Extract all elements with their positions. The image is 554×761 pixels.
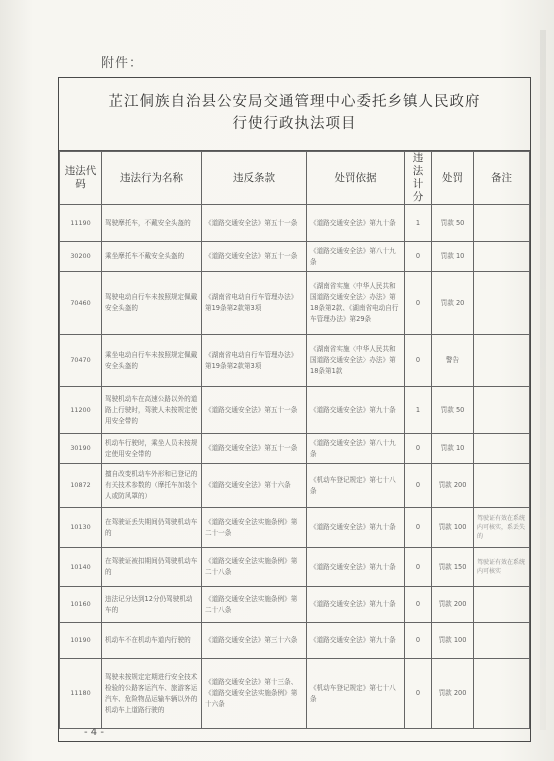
cell-code: 10140 — [60, 548, 102, 587]
header-code: 违法代码 — [60, 152, 102, 205]
cell-penalty: 罚款 10 — [432, 434, 474, 464]
cell-basis: 《道路交通安全法》第九十条 — [307, 548, 405, 587]
cell-note — [474, 272, 530, 335]
cell-note — [474, 464, 530, 508]
cell-clause: 《道路交通安全法》第三十六条 — [202, 623, 307, 659]
cell-name: 驾驶电动自行车未按照规定佩戴安全头盔的 — [102, 272, 202, 335]
header-note: 备注 — [474, 152, 530, 205]
table-row — [60, 587, 530, 623]
cell-points: 0 — [405, 623, 432, 659]
table-row — [60, 242, 530, 272]
cell-note: 驾驶证有效在系统内可核实，系丢失的 — [474, 508, 530, 548]
title-line-1: 芷江侗族自治县公安局交通管理中心委托乡镇人民政府 — [108, 94, 481, 110]
cell-penalty: 罚款 20 — [432, 272, 474, 335]
cell-name: 在驾驶证丢失期间仍驾驶机动车的 — [102, 508, 202, 548]
enforcement-items-table-frame — [58, 77, 531, 742]
cell-note — [474, 659, 530, 729]
cell-penalty: 罚款 50 — [432, 205, 474, 242]
cell-note — [474, 587, 530, 623]
table-row — [60, 623, 530, 659]
table-row — [60, 434, 530, 464]
cell-name: 机动车不在机动车道内行驶的 — [102, 623, 202, 659]
cell-points: 0 — [405, 335, 432, 387]
cell-basis: 《道路交通安全法》第九十条 — [307, 387, 405, 434]
cell-penalty: 罚款 200 — [432, 587, 474, 623]
table-title — [59, 78, 530, 151]
cell-points: 0 — [405, 659, 432, 729]
cell-name: 擅自改变机动车外形和已登记的有关技术参数的（摩托车加装个人或防风罩的） — [102, 464, 202, 508]
cell-clause: 《湖南省电动自行车管理办法》第19条第2款第3项 — [202, 335, 307, 387]
table-row — [60, 205, 530, 242]
cell-basis: 《机动车登记规定》第七十八条 — [307, 659, 405, 729]
cell-basis: 《湖南省实施〈中华人民共和国道路交通安全法〉办法》第18条第1款 — [307, 335, 405, 387]
cell-note — [474, 335, 530, 387]
cell-clause: 《道路交通安全法》第五十一条 — [202, 434, 307, 464]
cell-basis: 《道路交通安全法》第九十条 — [307, 623, 405, 659]
cell-clause: 《道路交通安全法》第十六条 — [202, 464, 307, 508]
attachment-label: 附件： — [101, 56, 144, 71]
cell-name: 驾驶摩托车，不戴安全头盔的 — [102, 205, 202, 242]
header-name: 违法行为名称 — [102, 152, 202, 205]
cell-clause: 《道路交通安全法实施条例》第二十八条 — [202, 548, 307, 587]
cell-points: 1 — [405, 387, 432, 434]
cell-points: 0 — [405, 508, 432, 548]
cell-basis: 《道路交通安全法》第九十条 — [307, 587, 405, 623]
cell-name: 驾驶未按规定定期进行安全技术检验的公路客运汽车、旅游客运汽车、危险物品运输车辆以外的机动车上道路行驶的 — [102, 659, 202, 729]
cell-note — [474, 623, 530, 659]
cell-code: 10160 — [60, 587, 102, 623]
cell-note — [474, 434, 530, 464]
table-row — [60, 335, 530, 387]
table-row — [60, 272, 530, 335]
cell-clause: 《道路交通安全法实施条例》第二十一条 — [202, 508, 307, 548]
cell-basis: 《道路交通安全法》第八十九条 — [307, 434, 405, 464]
table-row — [60, 548, 530, 587]
cell-note — [474, 205, 530, 242]
cell-basis: 《机动车登记规定》第七十八条 — [307, 464, 405, 508]
table-row — [60, 464, 530, 508]
cell-clause: 《道路交通安全法》第五十一条 — [202, 387, 307, 434]
cell-points: 0 — [405, 587, 432, 623]
cell-code: 70470 — [60, 335, 102, 387]
cell-penalty: 罚款 100 — [432, 623, 474, 659]
cell-penalty: 罚款 150 — [432, 548, 474, 587]
cell-basis: 《道路交通安全法》第九十条 — [307, 205, 405, 242]
cell-points: 0 — [405, 434, 432, 464]
scan-shadow — [540, 30, 546, 730]
header-row — [60, 152, 530, 205]
cell-name: 乘坐摩托车不戴安全头盔的 — [102, 242, 202, 272]
cell-penalty: 罚款 200 — [432, 464, 474, 508]
cell-clause: 《湖南省电动自行车管理办法》第19条第2款第3项 — [202, 272, 307, 335]
cell-note — [474, 387, 530, 434]
cell-code: 10190 — [60, 623, 102, 659]
cell-code: 30190 — [60, 434, 102, 464]
cell-code: 11180 — [60, 659, 102, 729]
cell-clause: 《道路交通安全法》第五十一条 — [202, 205, 307, 242]
cell-name: 在驾驶证被扣期间仍驾驶机动车的 — [102, 548, 202, 587]
cell-points: 1 — [405, 205, 432, 242]
cell-name: 机动车行驶时，乘坐人员未按规定使用安全带的 — [102, 434, 202, 464]
cell-penalty: 警告 — [432, 335, 474, 387]
cell-note: 驾驶证有效在系统内可核实 — [474, 548, 530, 587]
cell-penalty: 罚款 200 — [432, 659, 474, 729]
cell-penalty: 罚款 50 — [432, 387, 474, 434]
cell-basis: 《道路交通安全法》第九十条 — [307, 508, 405, 548]
cell-basis: 《湖南省实施〈中华人民共和国道路交通安全法〉办法》第18条第2款、《湖南省电动自行车管理办法》第29条 — [307, 272, 405, 335]
cell-points: 0 — [405, 242, 432, 272]
cell-code: 70460 — [60, 272, 102, 335]
header-penalty: 处罚 — [432, 152, 474, 205]
enforcement-items-table — [59, 151, 530, 729]
page-number: - 4 - — [84, 727, 104, 738]
cell-code: 11200 — [60, 387, 102, 434]
cell-points: 0 — [405, 548, 432, 587]
table-row — [60, 508, 530, 548]
cell-code: 11190 — [60, 205, 102, 242]
header-basis: 处罚依据 — [307, 152, 405, 205]
cell-penalty: 罚款 10 — [432, 242, 474, 272]
table-row — [60, 387, 530, 434]
title-line-2: 行使行政执法项目 — [232, 116, 357, 132]
cell-code: 10130 — [60, 508, 102, 548]
cell-note — [474, 242, 530, 272]
header-clause: 违反条款 — [202, 152, 307, 205]
cell-points: 0 — [405, 464, 432, 508]
cell-name: 乘坐电动自行车未按照规定佩戴安全头盔的 — [102, 335, 202, 387]
cell-clause: 《道路交通安全法》第十三条、《道路交通安全法实施条例》第十六条 — [202, 659, 307, 729]
cell-code: 30200 — [60, 242, 102, 272]
cell-code: 10872 — [60, 464, 102, 508]
cell-points: 0 — [405, 272, 432, 335]
cell-clause: 《道路交通安全法实施条例》第二十八条 — [202, 587, 307, 623]
table-row — [60, 659, 530, 729]
cell-name: 驾驶机动车在高速公路以外的道路上行驶时，驾驶人未按规定使用安全带的 — [102, 387, 202, 434]
cell-basis: 《道路交通安全法》第八十九条 — [307, 242, 405, 272]
cell-penalty: 罚款 100 — [432, 508, 474, 548]
cell-name: 违法记分达到12分仍驾驶机动车的 — [102, 587, 202, 623]
header-points: 违法计分 — [405, 152, 432, 205]
cell-clause: 《道路交通安全法》第五十一条 — [202, 242, 307, 272]
